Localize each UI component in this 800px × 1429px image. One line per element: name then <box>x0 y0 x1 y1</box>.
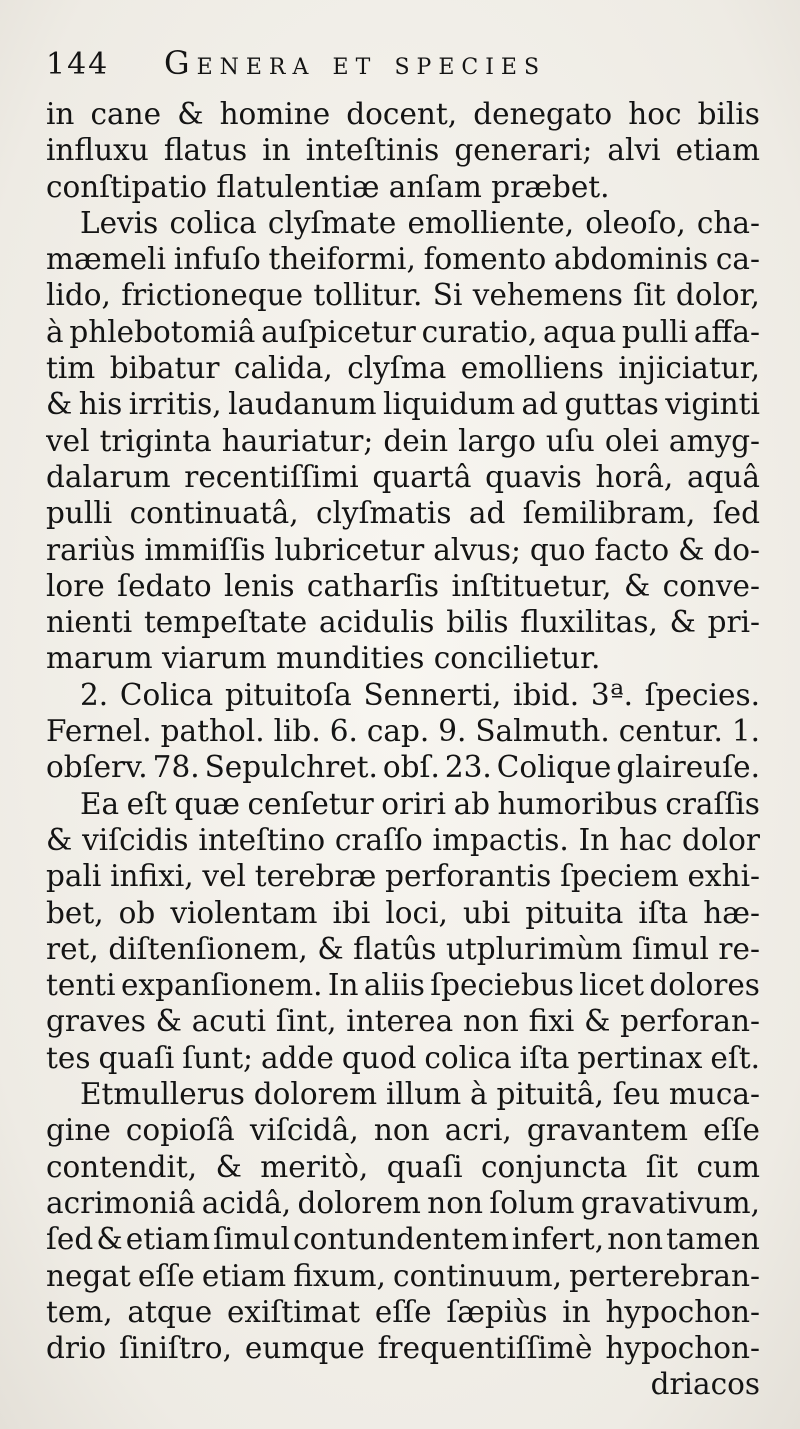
text-line: negat eſſe etiam fixum, continuum, perterebran- <box>46 1258 760 1293</box>
text-line: rariùs immiſſis lubricetur alvus; quo facto & do- <box>46 532 760 567</box>
text-line: conſtipatio flatulentiæ anſam præbet. <box>46 169 610 204</box>
text-line: mæmeli infuſo theiformi, fomento abdominis ca- <box>46 242 760 277</box>
text-line: Fernel. pathol. lib. 6. cap. 9. Salmuth. centur. 1. <box>46 714 760 749</box>
text-line: tim bibatur calida, clyſma emolliens injiciatur, <box>46 351 760 386</box>
text-line: tenti expanſionem. In aliis ſpeciebus licet dolores <box>46 968 760 1003</box>
text-line: & his irritis, laudanum liquidum ad guttas viginti <box>46 387 760 422</box>
text-line: lore ſedato lenis catharſis inſtituetur, & conve- <box>46 568 760 603</box>
text-line: dalarum recentiſſimi quartâ quavis horâ, aquâ <box>46 459 760 494</box>
running-head <box>46 44 760 96</box>
text-line: bet, ob violentam ibi loci, ubi pituita iſta hæ- <box>46 895 760 930</box>
text-line: drio ſiniſtro, eumque frequentiſſimè hypochon- <box>46 1331 760 1366</box>
text-line: influxu flatus in inteſtinis generari; alvi etiam <box>46 133 760 168</box>
text-line: à phlebotomiâ auſpicetur curatio, aqua pulli affa- <box>46 314 760 349</box>
running-head-title: Genera et species <box>164 44 547 82</box>
text-line: driacos <box>650 1367 760 1402</box>
page-number: 144 <box>46 47 110 82</box>
text-line: tes quaſi ſunt; adde quod colica iſta pertinax eſt. <box>46 1040 760 1075</box>
text-line: Levis colica clyſmate emolliente, oleoſo, cha- <box>80 205 760 240</box>
text-line: ſed & etiam ſimul contundentem infert, non tamen <box>46 1222 760 1257</box>
text-line: graves & acuti ſint, interea non fixi & perforan- <box>46 1004 760 1039</box>
text-line: 2. Colica pituitoſa Sennerti, ibid. 3ª. ſpecies. <box>80 677 760 712</box>
text-line: pali infixi, vel terebræ perforantis ſpeciem exhi- <box>46 859 760 894</box>
text-line: lido, frictioneque tollitur. Si vehemens ſit dolor, <box>46 278 760 313</box>
text-line: acrimoniâ acidâ, dolorem non ſolum gravativum, <box>46 1185 760 1220</box>
text-line: tem, atque exiſtimat eſſe ſæpiùs in hypochon- <box>46 1294 760 1329</box>
text-line: Ea eſt quæ cenſetur oriri ab humoribus craſſis <box>80 786 760 821</box>
text-line: Etmullerus dolorem illum à pituitâ, ſeu muca- <box>80 1077 760 1112</box>
text-line: marum viarum mundities concilietur. <box>46 641 601 676</box>
text-line: ret, diſtenſionem, & flatûs utplurimùm ſimul re- <box>46 931 760 966</box>
text-line: & viſcidis inteſtino craſſo impactis. In hac dolor <box>46 822 760 857</box>
text-line: contendit, & meritò, quaſi conjuncta ſit cum <box>46 1149 760 1184</box>
text-line: pulli continuatâ, clyſmatis ad ſemilibram, ſed <box>46 496 760 531</box>
text-line: obſerv. 78. Sepulchret. obſ. 23. Colique glaireuſe. <box>46 750 760 785</box>
text-line: nienti tempeſtate acidulis bilis fluxilitas, & pri- <box>46 605 760 640</box>
text-line: in cane & homine docent, denegato hoc bilis <box>46 97 760 131</box>
body-text <box>46 96 760 1403</box>
text-line: gine copioſâ viſcidâ, non acri, gravantem eſſe <box>46 1113 760 1148</box>
text-line: vel triginta hauriatur; dein largo uſu olei amyg- <box>46 423 760 458</box>
